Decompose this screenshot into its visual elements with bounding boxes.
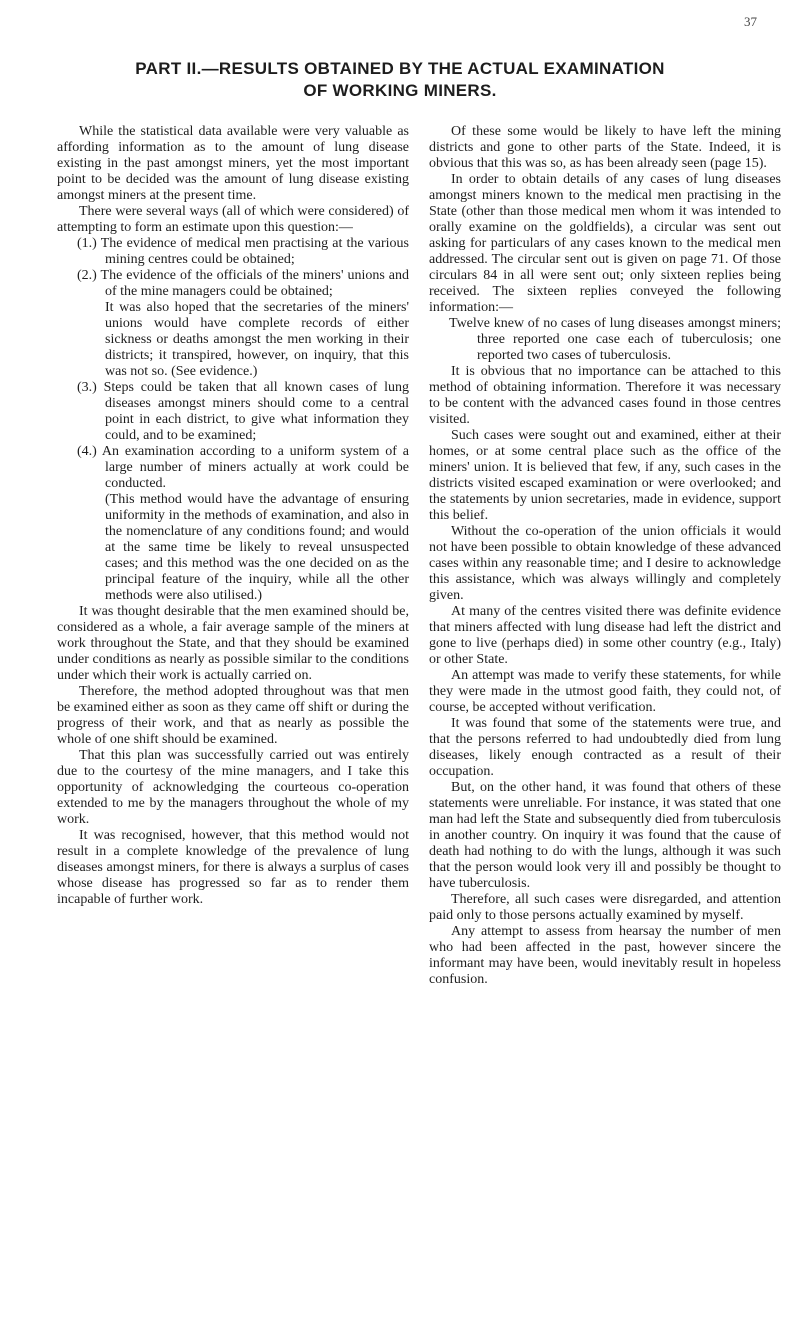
list-item: (2.) The evidence of the officials of the miners' unions and of the mine managers could be obtained; <box>77 268 409 299</box>
left-column <box>57 124 409 908</box>
paragraph: That this plan was successfully carried out was entirely due to the courtesy of the mine managers, and I take this opportunity of acknowledging the courteous co-operation extended to me by the managers throughout the whole of my work. <box>57 748 409 827</box>
paragraph: It was thought desirable that the men examined should be, considered as a whole, a fair average sample of the miners at work throughout the State, and that they should be examined under conditions as nearly as possible similar to the conditions under which their work is actually carried on. <box>57 604 409 683</box>
paragraph: It was recognised, however, that this method would not result in a complete knowledge of the prevalence of lung diseases amongst miners, for there is always a surplus of cases whose disease has progressed so far as to render them incapable of further work. <box>57 828 409 907</box>
paragraph: At many of the centres visited there was definite evidence that miners affected with lung disease had left the district and gone to live (perhaps died) in some other country (e.g., Italy) or other State. <box>429 604 781 667</box>
paragraph: Therefore, all such cases were disregarded, and attention paid only to those persons actually examined by myself. <box>429 892 781 923</box>
page-number: 37 <box>744 14 757 29</box>
paragraph: (This method would have the advantage of ensuring uniformity in the methods of examination, and also in the nomenclature of any conditions found; and would at the same time be likely to reveal unsuspected cases; and this method was the one decided on as the principal feature of the inquiry, while all the other methods were also utilised.) <box>105 492 409 603</box>
list-item: Twelve knew of no cases of lung diseases amongst miners; three reported one case each of tuberculosis; one reported two cases of tuberculosis. <box>449 316 781 363</box>
paragraph: Therefore, the method adopted throughout was that men be examined either as soon as they came off shift or during the progress of their work, and that as nearly as possible the whole of one shift should be examined. <box>57 684 409 747</box>
paragraph: An attempt was made to verify these statements, for while they were made in the utmost good faith, they could not, of course, be accepted without verification. <box>429 668 781 715</box>
heading-line-1: PART II.—RESULTS OBTAINED BY THE ACTUAL EXAMINATION <box>135 59 665 78</box>
paragraph: Such cases were sought out and examined, either at their homes, or at some central place such as the office of the miners' union. It is believed that few, if any, such cases in the districts visited escaped examination or were overlooked; and the statements by union secretaries, made in evidence, support this belief. <box>429 428 781 523</box>
paragraph: There were several ways (all of which were considered) of attempting to form an estimate upon this question:— <box>57 204 409 235</box>
paragraph: Any attempt to assess from hearsay the number of men who had been affected in the past, however sincere the informant may have been, would inevitably result in hopeless confusion. <box>429 924 781 987</box>
list-item: (4.) An examination according to a uniform system of a large number of miners actually at work could be conducted. <box>77 444 409 491</box>
paragraph: In order to obtain details of any cases of lung diseases amongst miners known to the medical men practising in the State (other than those medical men whom it was intended to orally examine on the goldfields), a circular was sent out asking for particulars of any cases known to the medical men addressed. The circular sent out is given on page 71. Of those circulars 84 in all were sent out; only sixteen replies being received. The sixteen replies conveyed the following information:— <box>429 172 781 315</box>
paragraph: Of these some would be likely to have left the mining districts and gone to other parts of the State. Indeed, it is obvious that this was so, as has been already seen (page 15). <box>429 124 781 171</box>
list-item: (3.) Steps could be taken that all known cases of lung diseases amongst miners should come to a central point in each district, to give what information they could, and to be examined; <box>77 380 409 443</box>
list-item: (1.) The evidence of medical men practising at the various mining centres could be obtained; <box>77 236 409 267</box>
heading-line-2: OF WORKING MINERS. <box>303 81 497 100</box>
paragraph: But, on the other hand, it was found that others of these statements were unreliable. For instance, it was stated that one man had left the State and subsequently died from tuberculosis in another country. On inquiry it was found that the cause of death had nothing to do with the lungs, although it was such that the person would look very ill and possibly be thought to have tuberculosis. <box>429 780 781 891</box>
paragraph: Without the co-operation of the union officials it would not have been possible to obtain knowledge of these advanced cases within any reasonable time; and I desire to acknowledge this assistance, which was always willingly and completely given. <box>429 524 781 603</box>
paragraph: It was found that some of the statements were true, and that the persons referred to had undoubtedly died from lung diseases, likely enough contracted as a result of their occupation. <box>429 716 781 779</box>
section-heading <box>0 58 800 102</box>
right-column <box>429 124 781 988</box>
paragraph: It is obvious that no importance can be attached to this method of obtaining information. Therefore it was necessary to be content with the advanced cases found in those centres visited. <box>429 364 781 427</box>
paragraph: While the statistical data available were very valuable as affording information as to the amount of lung disease existing in the past amongst miners, yet the most important point to be decided was the amount of lung disease existing amongst miners at the present time. <box>57 124 409 203</box>
paragraph: It was also hoped that the secretaries of the miners' unions would have complete records of either sickness or deaths amongst the men working in their districts; it transpired, however, on inquiry, that this was not so. (See evidence.) <box>105 300 409 379</box>
